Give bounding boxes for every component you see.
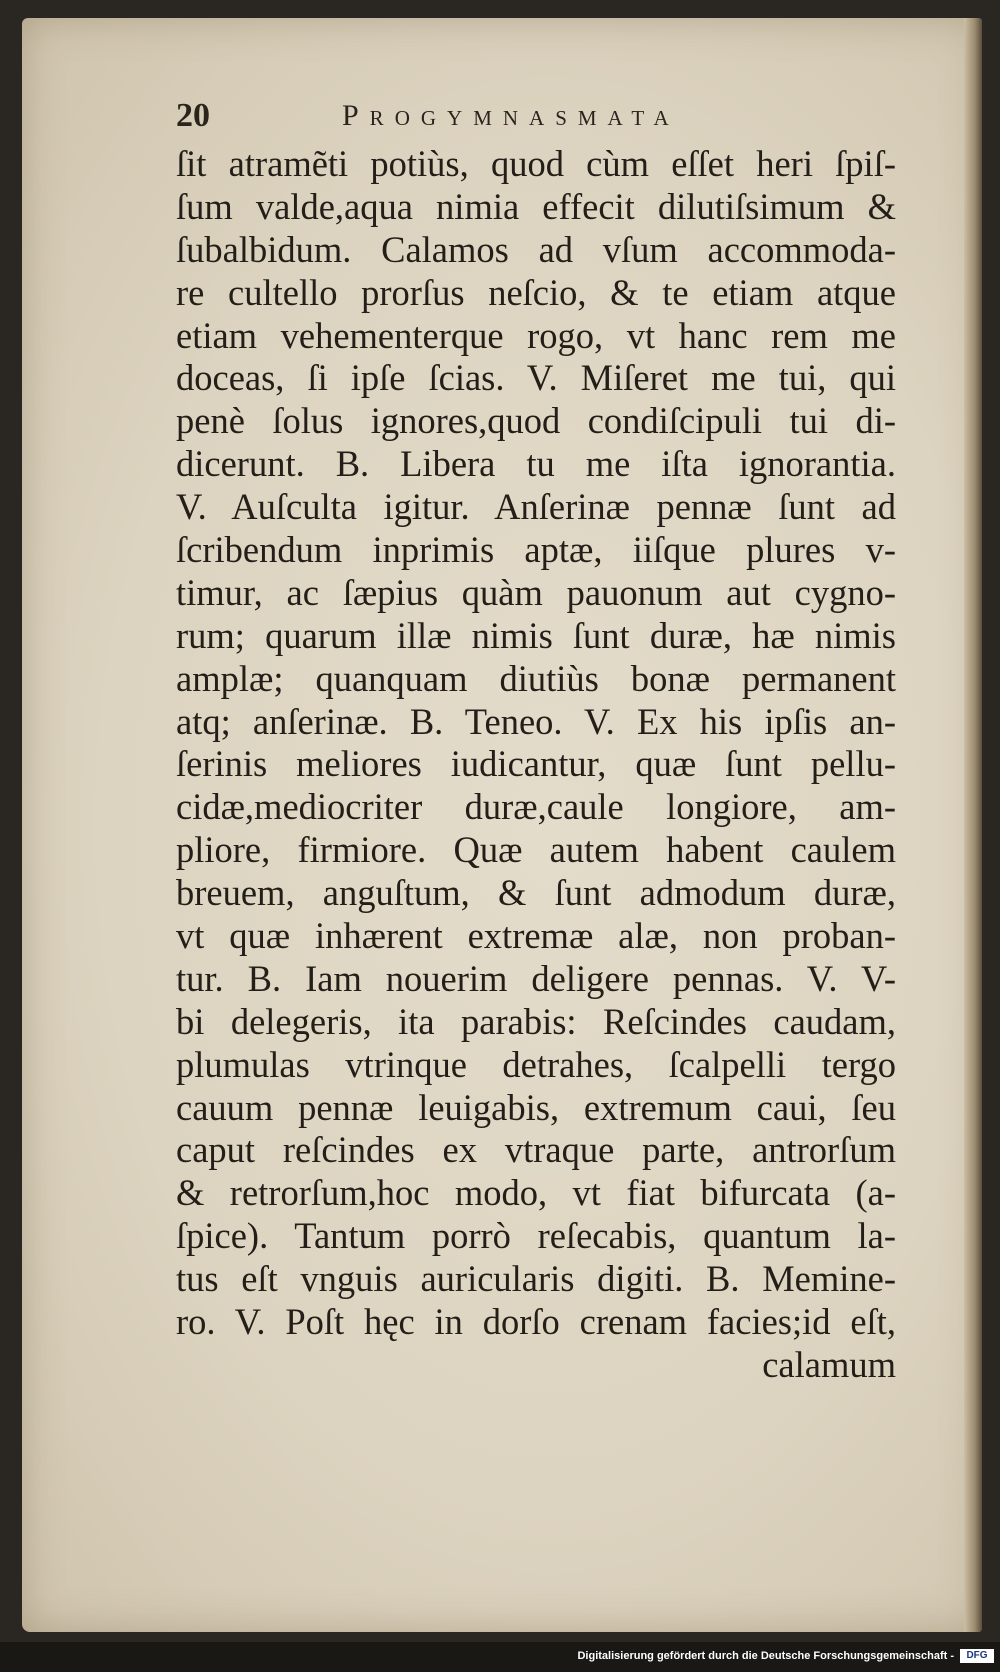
text-line: caput reſcindes ex vtraque parte, antrorſum [176,1129,896,1171]
text-line: etiam vehementerque rogo, vt hanc rem me [176,314,896,356]
text-line: bi delegeris, ita parabis: Reſcindes caudam, [176,1000,896,1042]
page-number: 20 [176,97,210,134]
text-line: tur. B. Iam nouerim deligere pennas. V. V- [176,957,896,999]
text-line: ſerinis meliores iudicantur, quæ ſunt pellu- [176,743,896,785]
text-line: atq; anſerinæ. B. Teneo. V. Ex his ipſis an- [176,700,896,742]
text-line: pliore, firmiore. Quæ autem habent caulem [176,829,896,871]
text-line: ſpice). Tantum porrò reſecabis, quantum la- [176,1215,896,1257]
text-block [176,143,896,1387]
text-line: ro. V. Poſt hęc in dorſo crenam facies;id eſt, [176,1301,896,1343]
text-line: ſum valde,aqua nimia effecit dilutiſsimum & [176,185,896,227]
text-line: penè ſolus ignores,quod condiſcipuli tui di- [176,400,896,442]
text-line: amplæ; quanquam diutiùs bonæ permanent [176,657,896,699]
text-line: ſubalbidum. Calamos ad vſum accommoda- [176,228,896,270]
text-line: breuem, anguſtum, & ſunt admodum duræ, [176,872,896,914]
text-line: vt quæ inhærent extremæ alæ, non proban- [176,915,896,957]
text-line: V. Auſculta igitur. Anſerinæ pennæ ſunt ad [176,486,896,528]
text-line: re cultello prorſus neſcio, & te etiam atque [176,271,896,313]
text-line: ſcribendum inprimis aptæ, iiſque plures v- [176,529,896,571]
page-edge [964,18,982,1632]
text-line: cidæ,mediocriter duræ,caule longiore, am- [176,786,896,828]
text-line: tus eſt vnguis auricularis digiti. B. Meminе- [176,1258,896,1300]
text-line: rum; quarum illæ nimis ſunt duræ, hæ nimis [176,614,896,656]
text-line: cauum pennæ leuigabis, extremum caui, ſeu [176,1086,896,1128]
text-line: & retrorſum,hoc modo, vt fiat bifurcata (a- [176,1172,896,1214]
text-line: doceas, ſi ipſe ſcias. V. Miſeret me tui, qui [176,357,896,399]
text-line: ſit atramẽti potiùs, quod cùm eſſet heri ſpiſ- [176,143,896,184]
running-title: Progymnasmata [342,99,680,132]
page-header [176,97,806,141]
footer-bar [0,1642,1000,1672]
funding-credit: Digitalisierung gefördert durch die Deutsche Forschungsgemeinschaft - [577,1650,954,1662]
dfg-logo: DFG [960,1649,994,1663]
text-line: timur, ac ſæpius quàm pauonum aut cygno- [176,571,896,613]
text-line: dicerunt. B. Libera tu me iſta ignorantia. [176,443,896,485]
text-line: plumulas vtrinque detrahes, ſcalpelli tergo [176,1043,896,1085]
catchword: calamum [762,1343,896,1385]
